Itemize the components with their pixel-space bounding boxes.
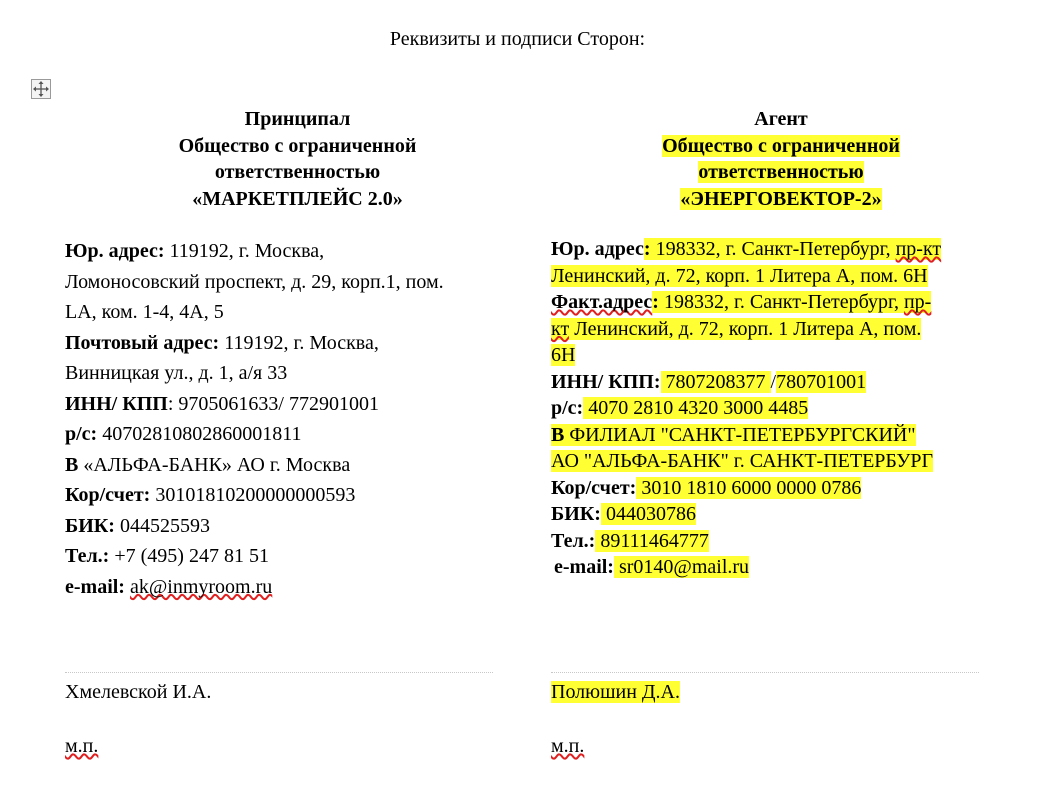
agent-seal-text: м.п. bbox=[551, 735, 585, 757]
principal-legal-address-line1: 119192, г. Москва, bbox=[164, 240, 325, 262]
agent-seal bbox=[551, 733, 584, 759]
agent-requisites bbox=[551, 236, 1011, 581]
agent-email-label: e-mail: bbox=[554, 556, 614, 578]
agent-bank-prefix: В bbox=[551, 423, 565, 446]
principal-postal-address-line2: Винницкая ул., д. 1, а/я 33 bbox=[65, 362, 288, 384]
agent-actual-address-line2: Ленинский, д. 72, корп. 1 Литера А, пом. bbox=[569, 317, 922, 340]
principal-inn-kpp bbox=[65, 389, 540, 420]
agent-email-value: sr0140@mail.ru bbox=[613, 556, 750, 578]
principal-legal-address bbox=[65, 236, 540, 267]
agent-bank bbox=[551, 422, 1011, 449]
table-move-handle[interactable] bbox=[31, 79, 51, 99]
agent-header bbox=[551, 106, 1011, 212]
agent-legal-address-squiggle: пр-кт bbox=[895, 238, 942, 260]
principal-legal-address-line3: LA, ком. 1-4, 4А, 5 bbox=[65, 301, 224, 323]
agent-bik-value: 044030786 bbox=[600, 503, 696, 525]
principal-inn-kpp-label: ИНН/ КПП bbox=[65, 392, 168, 415]
principal-org-line1: Общество с ограниченной bbox=[178, 134, 417, 157]
principal-signatory: Хмелевской И.А. bbox=[65, 681, 212, 703]
principal-column bbox=[65, 106, 540, 602]
principal-bik-value: 044525593 bbox=[114, 514, 210, 537]
agent-corr-account bbox=[551, 475, 1011, 502]
principal-postal-address-line1: 119192, г. Москва, bbox=[219, 331, 379, 354]
principal-corr-account bbox=[65, 480, 540, 511]
principal-corr-label: Кор/счет: bbox=[65, 484, 151, 506]
agent-inn-kpp-label: ИНН/ КПП: bbox=[551, 370, 661, 393]
principal-signature-line bbox=[65, 672, 493, 673]
principal-postal-address bbox=[65, 328, 540, 359]
agent-email bbox=[551, 554, 1011, 581]
principal-bik bbox=[65, 511, 540, 542]
agent-actual-address-line1: 198332, г. Санкт-Петербург, bbox=[658, 291, 904, 313]
agent-column bbox=[551, 106, 1011, 581]
principal-role: Принципал bbox=[244, 108, 351, 130]
principal-account bbox=[65, 419, 540, 450]
agent-bank-line1: ФИЛИАЛ "САНКТ-ПЕТЕРБУРГСКИЙ" bbox=[564, 423, 916, 446]
agent-role: Агент bbox=[754, 108, 808, 130]
agent-phone-value: 89111464777 bbox=[595, 529, 709, 552]
agent-corr-label: Кор/счет: bbox=[551, 476, 637, 499]
principal-postal-address-label: Почтовый адрес: bbox=[65, 331, 220, 354]
principal-corr-value: 30101810200000000593 bbox=[150, 484, 356, 506]
principal-legal-address-label: Юр. адрес: bbox=[65, 240, 165, 262]
principal-seal bbox=[65, 733, 98, 759]
principal-legal-address-line2: Ломоносовский проспект, д. 29, корп.1, пом. bbox=[65, 270, 444, 293]
agent-legal-address-label: Юр. адрес bbox=[551, 238, 644, 260]
principal-account-value: 40702810802860001811 bbox=[97, 423, 302, 445]
agent-signatory: Полюшин Д.А. bbox=[551, 681, 680, 703]
agent-actual-address-squiggle2: кт bbox=[551, 317, 570, 340]
principal-email-value: ak@inmyroom.ru bbox=[129, 575, 273, 598]
agent-bik-label: БИК: bbox=[551, 503, 601, 525]
agent-org-line1: Общество с ограниченной bbox=[662, 134, 900, 157]
agent-inn-kpp bbox=[551, 369, 1011, 396]
agent-org-line2: ответственностью bbox=[698, 161, 864, 183]
principal-bank bbox=[65, 450, 540, 481]
agent-corr-value: 3010 1810 6000 0000 0786 bbox=[636, 476, 862, 499]
agent-phone bbox=[551, 528, 1011, 555]
agent-signature-line bbox=[551, 672, 979, 673]
agent-inn-sep: / bbox=[770, 370, 777, 393]
agent-actual-address bbox=[551, 289, 1011, 316]
agent-account-value: 4070 2810 4320 3000 4485 bbox=[583, 397, 809, 419]
principal-bank-value: «АЛЬФА-БАНК» АО г. Москва bbox=[78, 453, 351, 476]
principal-requisites bbox=[65, 236, 540, 602]
agent-phone-label: Тел.: bbox=[551, 529, 596, 552]
principal-bik-label: БИК: bbox=[65, 514, 115, 537]
principal-header bbox=[65, 106, 530, 212]
agent-account bbox=[551, 395, 1011, 422]
agent-org-name: «ЭНЕРГОВЕКТОР-2» bbox=[680, 187, 882, 210]
principal-phone-value: +7 (495) 247 81 51 bbox=[109, 545, 269, 567]
principal-org-line2: ответственностью bbox=[214, 161, 381, 183]
agent-actual-address-colon: : bbox=[652, 291, 659, 313]
agent-account-label: р/с: bbox=[551, 397, 584, 419]
agent-legal-address bbox=[551, 236, 1011, 263]
principal-org-name: «МАРКЕТПЛЕЙС 2.0» bbox=[192, 187, 403, 210]
agent-signatory-wrap bbox=[551, 679, 680, 705]
agent-legal-address-line2: Ленинский, д. 72, корп. 1 Литера А, пом. 6Н bbox=[551, 264, 928, 287]
agent-actual-address-label: Факт.адрес bbox=[551, 291, 653, 313]
principal-seal-text: м.п. bbox=[65, 735, 99, 757]
agent-bank-line2: АО "АЛЬФА-БАНК" г. САНКТ-ПЕТЕРБУРГ bbox=[551, 450, 934, 472]
agent-kpp-value: 780701001 bbox=[776, 370, 867, 393]
agent-actual-address-line3: 6Н bbox=[551, 344, 576, 366]
document-title: Реквизиты и подписи Сторон: bbox=[389, 28, 646, 50]
agent-bik bbox=[551, 501, 1011, 528]
agent-legal-address-colon: : bbox=[643, 238, 651, 260]
agent-inn-value: 7807208377 bbox=[660, 370, 771, 393]
move-cross-icon bbox=[32, 80, 50, 98]
agent-legal-address-line1: 198332, г. Санкт-Петербург, bbox=[650, 238, 896, 260]
principal-email bbox=[65, 572, 540, 603]
principal-account-label: р/с: bbox=[65, 423, 98, 445]
agent-actual-address-squiggle1: пр- bbox=[903, 291, 932, 313]
principal-phone bbox=[65, 541, 540, 572]
principal-bank-prefix: В bbox=[65, 453, 79, 476]
principal-phone-label: Тел.: bbox=[65, 545, 110, 567]
principal-inn-kpp-value: : 9705061633/ 772901001 bbox=[167, 392, 379, 415]
principal-email-label: e-mail: bbox=[65, 575, 125, 598]
